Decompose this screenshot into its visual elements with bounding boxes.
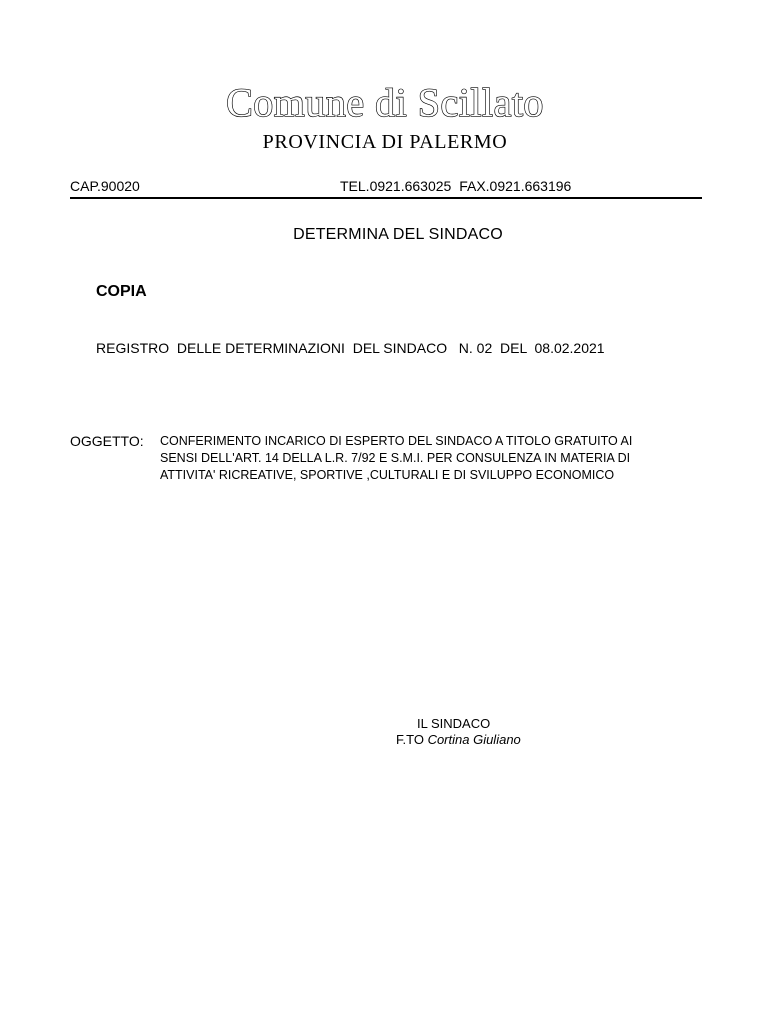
signatory-name: Cortina Giuliano [427,732,521,747]
subject-text [160,433,705,484]
postal-code: CAP.90020 [70,178,140,194]
signatory-title: IL SINDACO [417,716,491,731]
register-line: REGISTRO DELLE DETERMINAZIONI DEL SINDACO N. 02 DEL 08.02.2021 [96,340,605,356]
province-subtitle: PROVINCIA DI PALERMO [262,131,508,153]
signatory-prefix: F.TO [396,732,424,747]
document-type-heading: DETERMINA DEL SINDACO [293,226,503,243]
subject-line: SENSI DELL'ART. 14 DELLA L.R. 7/92 E S.M.I. PER CONSULENZA IN MATERIA DI [160,451,631,465]
copy-label: COPIA [96,283,147,300]
municipality-title: Comune di Scillato [226,80,544,125]
signatory-row [396,732,521,748]
contact-row [70,177,702,195]
phone-fax: TEL.0921.663025 FAX.0921.663196 [340,178,572,194]
subject-line: CONFERIMENTO INCARICO DI ESPERTO DEL SINDACO A TITOLO GRATUITO AI [160,434,633,448]
header-divider [70,197,702,199]
subject-label: OGGETTO: [70,433,144,449]
subject-line: ATTIVITA' RICREATIVE, SPORTIVE ,CULTURALI E DI SVILUPPO ECONOMICO [160,468,615,482]
